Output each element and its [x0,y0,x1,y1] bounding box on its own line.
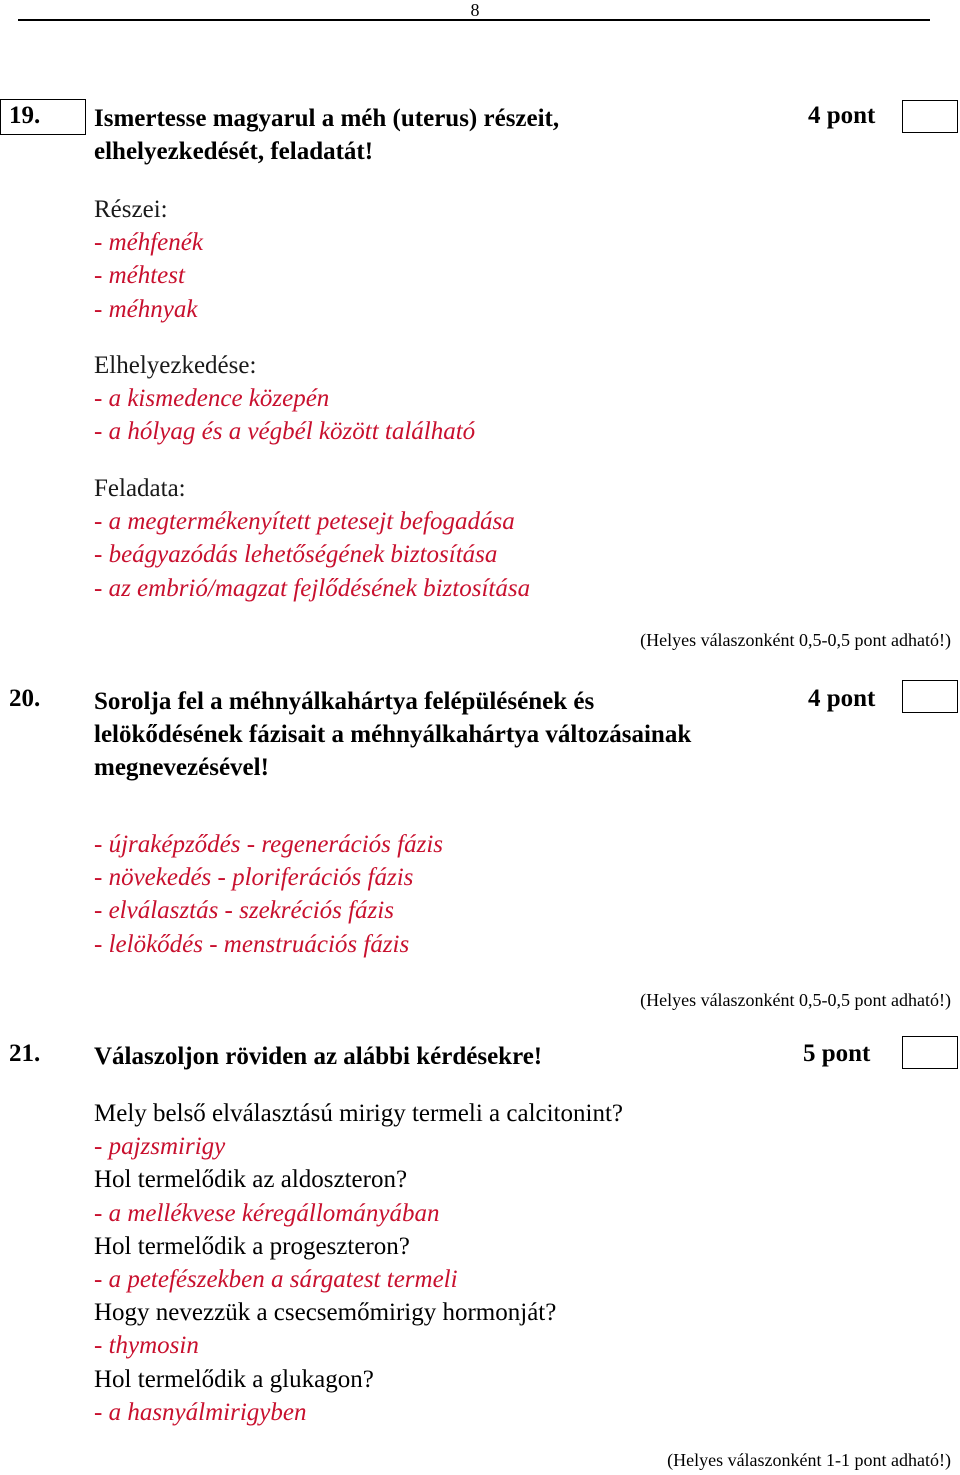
score-box[interactable] [902,680,958,713]
question-number: 21. [9,1040,41,1067]
scoring-note: (Helyes válaszonként 0,5-0,5 pont adható!) [640,630,951,650]
sub-question: Hogy nevezzük a csecsemőmirigy hormonját? [94,1299,557,1327]
header-rule [18,19,930,21]
answer-block [94,349,475,449]
question-title [94,102,559,168]
answer-line: - az embrió/magzat fejlődésének biztosítása [94,574,531,602]
sub-question: Hol termelődik a glukagon? [94,1365,374,1393]
answer-line: - növekedés - ploriferációs fázis [94,864,414,892]
answer-line: - a mellékvese kéregállományában [94,1199,440,1227]
answer-line: - elválasztás - szekréciós fázis [94,897,394,925]
answer-block [94,193,203,326]
question-number: 19. [9,102,41,129]
answer-line: - thymosin [94,1332,199,1360]
answer-line: - a megtermékenyített petesejt befogadása [94,508,515,536]
question-number: 20. [9,685,41,712]
question-title [94,1040,542,1073]
question-title-line: Válaszoljon röviden az alábbi kérdésekre! [94,1043,543,1070]
answer-line: - pajzsmirigy [94,1133,226,1161]
answer-line: - a petefészekben a sárgatest termeli [94,1265,458,1293]
answer-line: - beágyazódás lehetőségének biztosítása [94,541,498,569]
question-title-line: lelökődésének fázisait a méhnyálkahártya változásainak [94,721,692,748]
answer-line: - méhtest [94,262,185,290]
question-title [94,685,691,784]
sub-question: Mely belső elválasztású mirigy termeli a calcitonint? [94,1100,623,1127]
question-title-line: megnevezésével! [94,754,269,781]
section-heading: Elhelyezkedése: [94,352,257,379]
answer-block [94,828,443,961]
answer-line: - újraképződés - regenerációs fázis [94,831,444,858]
question-title-line: Sorolja fel a méhnyálkahártya felépülésének és [94,688,595,715]
page-number: 8 [470,0,480,20]
score-box[interactable] [902,100,958,133]
scoring-note: (Helyes válaszonként 1-1 pont adható!) [667,1450,951,1470]
scoring-note: (Helyes válaszonként 0,5-0,5 pont adható!) [640,990,951,1010]
question-title-line: elhelyezkedését, feladatát! [94,138,374,165]
question-title-line: Ismertesse magyarul a méh (uterus) részeit, [94,105,560,132]
answer-line: - a hasnyálmirigyben [94,1398,307,1426]
section-heading: Részei: [94,196,168,223]
qa-block [94,1097,623,1429]
points-label: 4 pont [808,102,876,129]
points-label: 5 pont [803,1040,871,1067]
score-box[interactable] [902,1036,958,1069]
answer-line: - lelökődés - menstruációs fázis [94,930,410,958]
answer-line: - a kismedence közepén [94,385,330,413]
sub-question: Hol termelődik a progeszteron? [94,1232,410,1260]
points-label: 4 pont [808,685,876,712]
section-heading: Feladata: [94,475,186,502]
answer-line: - méhnyak [94,295,198,323]
answer-block [94,472,530,605]
answer-line: - a hólyag és a végbél között található [94,418,476,446]
sub-question: Hol termelődik az aldoszteron? [94,1166,408,1194]
answer-line: - méhfenék [94,229,203,257]
